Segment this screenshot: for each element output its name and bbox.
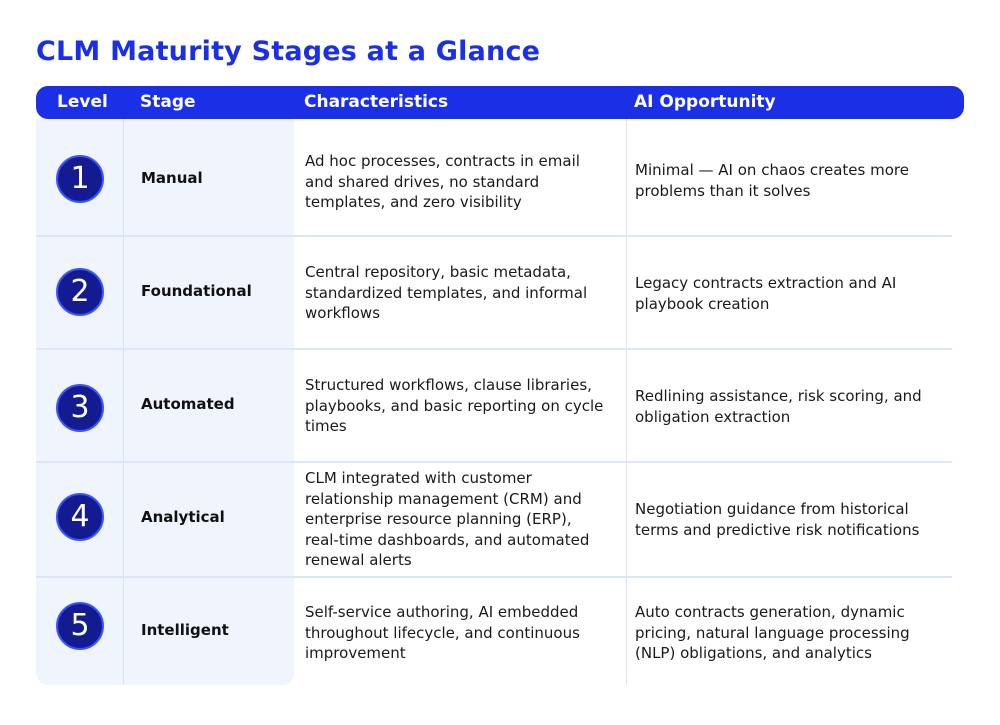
level-badge: 4 [56, 493, 104, 541]
ai-opportunity-text: Legacy contracts extraction and AI playbook creation [635, 274, 897, 313]
table-row [36, 350, 952, 463]
level-badge: 2 [56, 268, 104, 316]
stage-name: Analytical [141, 508, 225, 526]
ai-opportunity-text: Minimal — AI on chaos creates more problems than it solves [635, 161, 909, 200]
header-characteristics: Characteristics [304, 92, 449, 112]
table-row [36, 578, 952, 685]
characteristics-text: Ad hoc processes, contracts in email and shared drives, no standard templates, and zero visibility [305, 152, 580, 211]
level-badge: 5 [56, 602, 104, 650]
characteristics-text: Structured workflows, clause libraries, playbooks, and basic reporting on cycle times [305, 376, 604, 435]
characteristics-text: CLM integrated with customer relationship management (CRM) and enterprise resource planning (ERP), real-time dashboards, and automated renewal alerts [305, 469, 590, 569]
table-header [36, 86, 964, 119]
ai-opportunity-text: Negotiation guidance from historical terms and predictive risk notifications [635, 500, 920, 539]
stage-name: Automated [141, 395, 235, 413]
table-row [36, 463, 952, 578]
stage-name: Foundational [141, 282, 252, 300]
table-row [36, 237, 952, 350]
page-title: CLM Maturity Stages at a Glance [36, 36, 541, 67]
header-level: Level [57, 92, 108, 112]
header-ai-opportunity: AI Opportunity [634, 92, 776, 112]
stage-name: Manual [141, 169, 203, 187]
ai-opportunity-text: Auto contracts generation, dynamic pricing, natural language processing (NLP) obligations, and analytics [635, 603, 910, 662]
level-badge: 3 [56, 384, 104, 432]
header-stage: Stage [140, 92, 196, 112]
level-badge: 1 [56, 155, 104, 203]
characteristics-text: Central repository, basic metadata, standardized templates, and informal workflows [305, 263, 588, 322]
characteristics-text: Self-service authoring, AI embedded throughout lifecycle, and continuous improvement [305, 603, 580, 662]
table-row [36, 119, 952, 237]
stage-name: Intelligent [141, 621, 229, 639]
ai-opportunity-text: Redlining assistance, risk scoring, and obligation extraction [635, 387, 922, 426]
